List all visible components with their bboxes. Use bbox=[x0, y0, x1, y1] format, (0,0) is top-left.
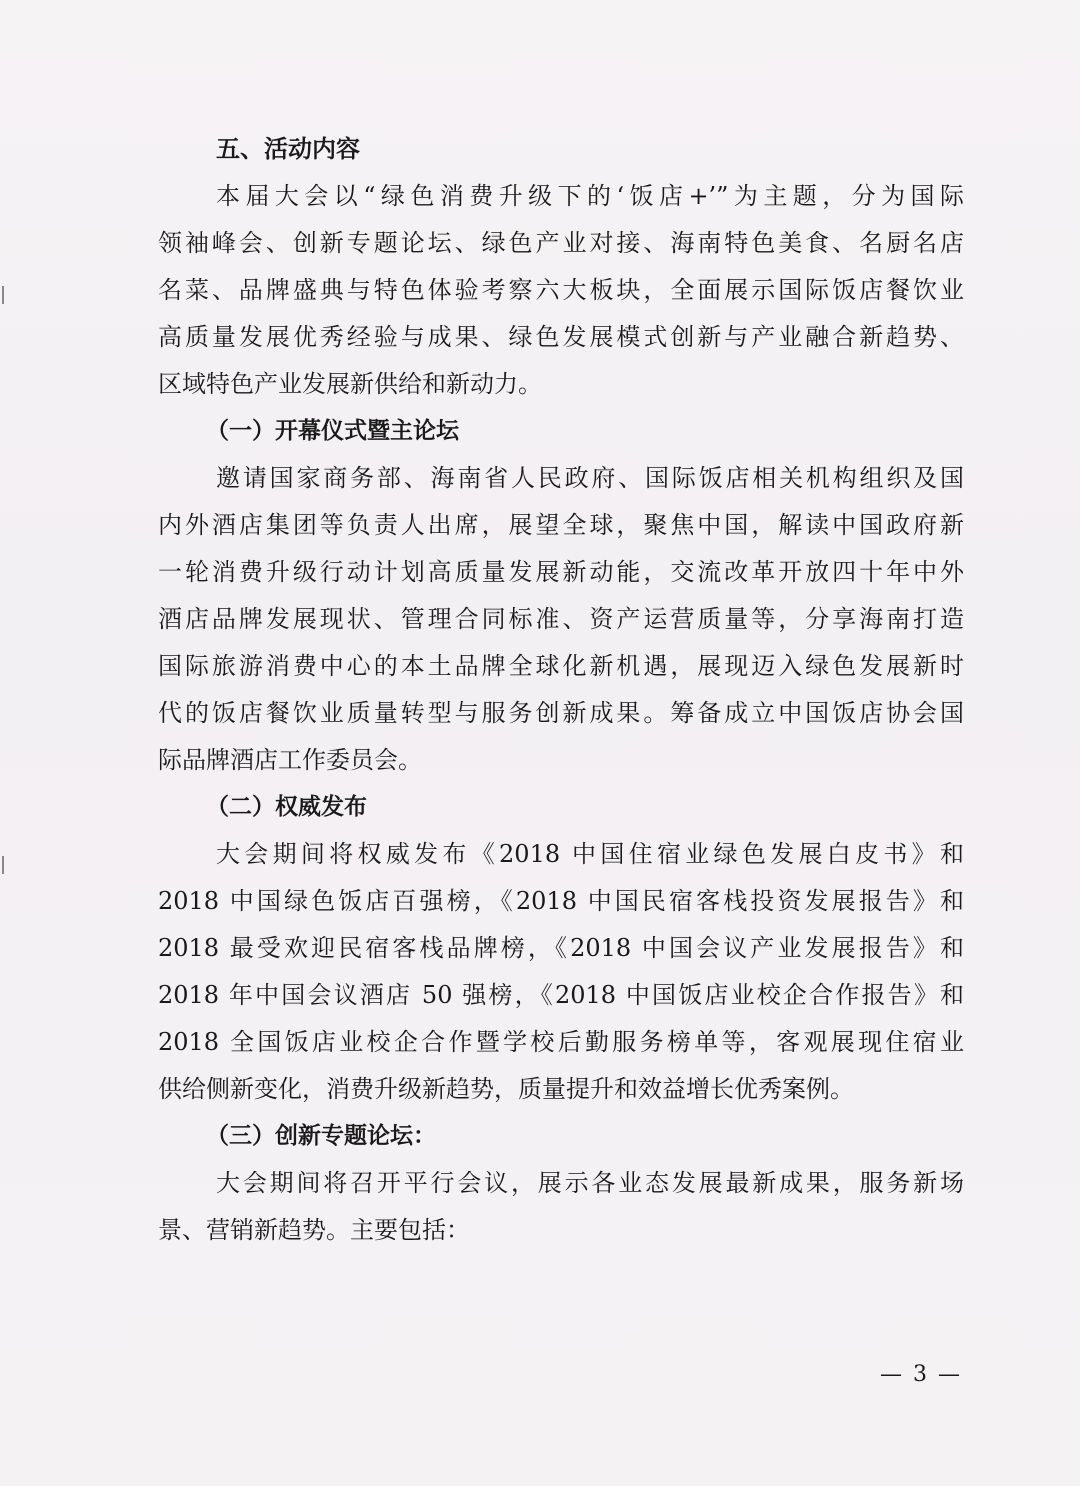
subsection-heading: （一）开幕仪式暨主论坛 bbox=[206, 418, 459, 444]
paragraph-line: 2018 中国绿色饭店百强榜，《2018 中国民宿客栈投资发展报告》和 bbox=[158, 887, 964, 915]
paragraph-line: 2018 最受欢迎民宿客栈品牌榜，《2018 中国会议产业发展报告》和 bbox=[158, 934, 964, 962]
page-number: — 3 — bbox=[880, 1362, 962, 1387]
paragraph-line: 内外酒店集团等负责人出席，展望全球，聚焦中国，解读中国政府新 bbox=[158, 511, 964, 539]
paragraph-line: 景、营销新趋势。主要包括： bbox=[158, 1216, 470, 1244]
margin-mark bbox=[2, 856, 4, 874]
paragraph-line: 2018 全国饭店业校企合作暨学校后勤服务榜单等，客观展现住宿业 bbox=[158, 1028, 964, 1056]
paragraph-line: 代的饭店餐饮业质量转型与服务创新成果。筹备成立中国饭店协会国 bbox=[158, 699, 964, 727]
paragraph-line: 名菜、品牌盛典与特色体验考察六大板块，全面展示国际饭店餐饮业 bbox=[158, 276, 964, 304]
subsection-heading: （三）创新专题论坛： bbox=[206, 1123, 436, 1149]
section-heading: 五、活动内容 bbox=[216, 135, 360, 163]
paragraph-line: 国际旅游消费中心的本土品牌全球化新机遇，展现迈入绿色发展新时 bbox=[158, 652, 964, 680]
paragraph-line: 邀请国家商务部、海南省人民政府、国际饭店相关机构组织及国 bbox=[216, 464, 964, 492]
paragraph-line: 高质量发展优秀经验与成果、绿色发展模式创新与产业融合新趋势、 bbox=[158, 323, 964, 351]
subsection-heading: （二）权威发布 bbox=[206, 794, 367, 820]
paragraph-line: 本届大会以“绿色消费升级下的‘饭店+’”为主题，分为国际 bbox=[216, 182, 964, 210]
paragraph-line: 酒店品牌发展现状、管理合同标准、资产运营质量等，分享海南打造 bbox=[158, 605, 964, 633]
paragraph-line: 一轮消费升级行动计划高质量发展新动能，交流改革开放四十年中外 bbox=[158, 558, 964, 586]
paragraph-line: 领袖峰会、创新专题论坛、绿色产业对接、海南特色美食、名厨名店 bbox=[158, 229, 964, 257]
paragraph-line: 大会期间将召开平行会议，展示各业态发展最新成果，服务新场 bbox=[216, 1169, 964, 1197]
paragraph-line: 区域特色产业发展新供给和新动力。 bbox=[158, 370, 542, 398]
document-body bbox=[158, 126, 964, 1254]
margin-mark bbox=[2, 286, 4, 304]
paragraph-line: 际品牌酒店工作委员会。 bbox=[158, 746, 422, 774]
paragraph-line: 2018 年中国会议酒店 50 强榜，《2018 中国饭店业校企合作报告》和 bbox=[158, 981, 964, 1009]
paragraph-line: 大会期间将权威发布《2018 中国住宿业绿色发展白皮书》和 bbox=[216, 840, 964, 868]
paragraph-line: 供给侧新变化，消费升级新趋势，质量提升和效益增长优秀案例。 bbox=[158, 1075, 854, 1103]
